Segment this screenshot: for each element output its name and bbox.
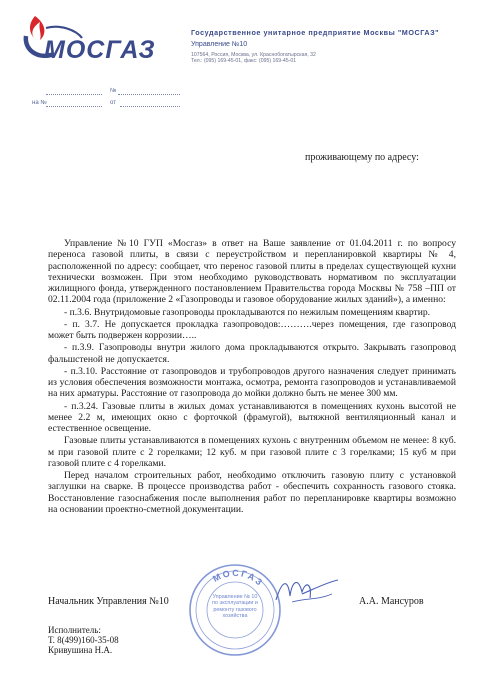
reg-no-label: № — [110, 88, 117, 94]
reg-to-label: на № — [32, 100, 47, 106]
body-paragraph: - п.3.24. Газовые плиты в жилых домах устанавливаются в помещениях кухонь высотой не менее 2.2 м, имеющих окно с форточкой (фрамугой), вытяжной вентиляционный канал и естественное освещение. — [48, 400, 456, 434]
executor-name: Кривушина Н.А. — [48, 645, 113, 656]
stamp-inner-text: Управление № 10 по эксплуатации и ремонту газового хозяйства — [212, 594, 258, 620]
reg-to-field — [46, 106, 102, 107]
executor-phone: Т. 8(499)160-35-08 — [48, 635, 119, 646]
address-line: 107564, Россия, Москва, ул. Краснобогатырская, 32 — [191, 52, 316, 58]
org-block — [191, 28, 491, 65]
recipient-address: проживающему по адресу: — [305, 152, 419, 163]
body-paragraph: Управление №10 ГУП «Мосгаз» в ответ на Ваше заявление от 01.04.2011 г. по вопросу переноса газовой плиты, в связи с переустройством и перепланировкой квартиры № 4, расположенной по адресу: сообщает, что перенос газовой плиты в пределах существующей кухни технически возможен. При этом необходимо руководствовать нормативом по эксплуатации жилищного фонда, утвержденного постановлением Правительства города Москвы № 758 –ПП от 02.11.2004 года (приложение 2 «Газопроводы и газовое оборудование жилых зданий»), а именно: — [48, 238, 456, 306]
body-paragraph: - п.3.6. Внутридомовые газопроводы прокладываются по нежилым помещениям квартир. — [64, 306, 431, 318]
executor-label: Исполнитель: — [48, 625, 101, 635]
mosgaz-logo — [20, 10, 178, 68]
org-name: Государственное унитарное предприятие Москвы "МОСГАЗ" — [191, 28, 440, 37]
logo-text: МОСГАЗ — [44, 36, 156, 64]
signatory-name: А.А. Мансуров — [359, 596, 424, 607]
letter-body — [48, 238, 456, 515]
official-stamp — [187, 562, 283, 658]
department-name: Управление №10 — [191, 41, 248, 48]
body-paragraph: - п.3.10. Расстояние от газопроводов и трубопроводов другого назначения следует принимать из условия обеспечения возможности монтажа, осмотра, ремонта газопроводов и устанавливаемой на них арматуры. Расстояние от газопровода до мойки должно быть не менее 300 мм. — [48, 365, 456, 400]
reg-date-field — [46, 94, 102, 95]
flame-icon — [30, 16, 44, 40]
executor-block — [48, 625, 119, 656]
body-paragraph: Газовые плиты устанавливаются в помещениях кухонь с внутренним объемом не менее: 8 куб. м при газовой плите с 2 горелками; 12 куб. м при газовой плите с 3 горелками; 15 куб м при газовой плите с 4 горелками. — [48, 435, 456, 469]
signatory-title: Начальник Управления №10 — [48, 596, 169, 607]
reg-date-label: от — [110, 100, 116, 106]
reg-no-field — [118, 94, 180, 95]
body-paragraph: Перед началом строительных работ, необходимо отключить газовую плиту с установкой заглушки на сварке. В процессе производства работ - обеспечить сохранность газового стояка. Восстановление газоснабжения после выполнения работ по перепланировке квартиры возможно на основании проектно-сметной документации. — [48, 470, 456, 515]
body-paragraph: - п. 3.7. Не допускается прокладка газопроводов:……….через помещения, где газопровод может быть подвержен коррозии….. — [48, 318, 456, 341]
contact-line: Тел.: (095) 169-45-01, факс: (095) 169-45-01 — [191, 58, 297, 65]
body-paragraph: - п.3.9. Газопроводы внутри жилого дома прокладываются открыто. Закрывать газопровод фальшстеной не допускается. — [48, 342, 456, 365]
org-address — [191, 52, 491, 65]
handwritten-signature — [272, 570, 342, 610]
stamp-ring-text: МОСГАЗ — [211, 567, 266, 589]
reg-from-field — [120, 106, 180, 107]
